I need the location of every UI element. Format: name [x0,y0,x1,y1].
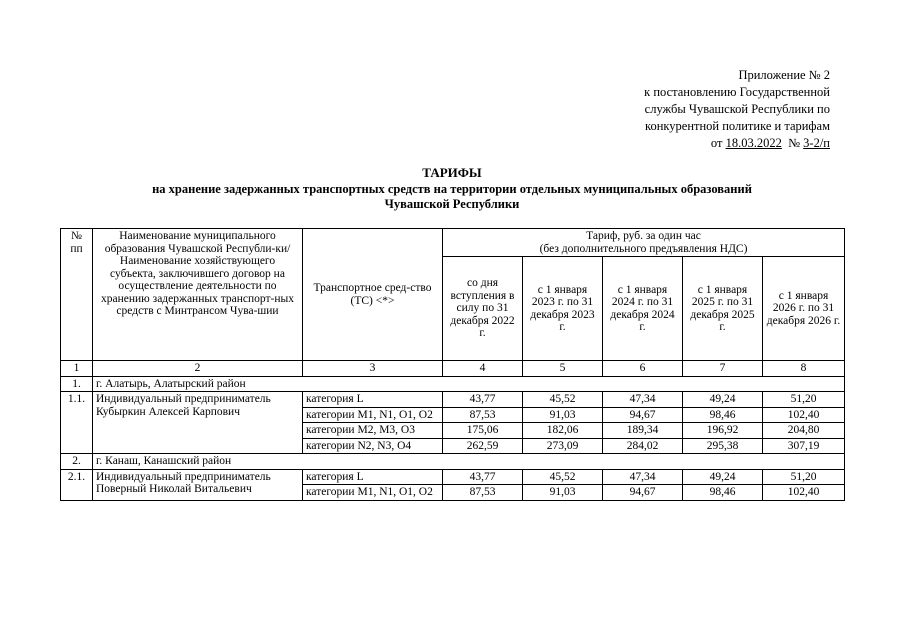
document-title [60,165,844,212]
header-name-part-2: Наименование хозяйствующего субъекта, заключившего договор на осуществление деятельности по хранению задержанных транспорт-ных средств с Минтрансом Чува-шии [101,255,294,317]
appendix-line-1: Приложение № 2 [738,68,830,82]
header-name [93,229,303,361]
tariff-value: 204,80 [763,423,845,439]
tariff-value: 43,77 [443,469,523,485]
appendix-block [610,67,830,152]
section-name: г. Канаш, Канашский район [93,454,845,470]
header-period-2026: с 1 января 2026 г. по 31 декабря 2026 г. [763,257,845,361]
section-num: 2. [61,454,93,470]
column-number: 6 [603,361,683,377]
tariff-value: 51,20 [763,392,845,408]
column-number: 1 [61,361,93,377]
tariff-value: 91,03 [523,485,603,501]
tariff-value: 262,59 [443,438,523,454]
appendix-date-line [610,135,830,152]
column-number: 5 [523,361,603,377]
title-sub-1: на хранение задержанных транспортных средств на территории отдельных муниципальных образований [152,182,752,196]
tariff-value: 102,40 [763,485,845,501]
column-number: 4 [443,361,523,377]
tariff-value: 43,77 [443,392,523,408]
tariff-value: 189,34 [603,423,683,439]
column-number: 2 [93,361,303,377]
header-tariff-line-1: Тариф, руб. за один час [586,230,701,242]
tariff-value: 94,67 [603,485,683,501]
decree-number: 3-2/п [803,136,830,150]
header-name-part-1: Наименование муниципального образования Чувашской Республи-ки/ [104,230,291,255]
table-row [61,392,845,408]
entity-name: Индивидуальный предприниматель Кубыркин Алексей Карпович [93,392,303,454]
table-row [61,469,845,485]
tariff-value: 94,67 [603,407,683,423]
column-number: 7 [683,361,763,377]
header-period-2023: с 1 января 2023 г. по 31 декабря 2023 г. [523,257,603,361]
header-period-2024: с 1 января 2024 г. по 31 декабря 2024 г. [603,257,683,361]
tariff-value: 182,06 [523,423,603,439]
tariff-value: 51,20 [763,469,845,485]
header-vehicle-code: (ТС) <*> [350,294,395,307]
tariff-value: 47,34 [603,392,683,408]
header-tariff [443,229,845,257]
entity-num: 1.1. [61,392,93,454]
vehicle-category: категории M2, M3, O3 [303,423,443,439]
tariff-value: 87,53 [443,485,523,501]
column-number: 3 [303,361,443,377]
section-name: г. Алатырь, Алатырский район [93,376,845,392]
column-number: 8 [763,361,845,377]
tariff-value: 284,02 [603,438,683,454]
tariff-value: 87,53 [443,407,523,423]
vehicle-category: категория L [303,392,443,408]
section-row [61,454,845,470]
date-prefix: от [710,136,723,150]
tariff-value: 98,46 [683,485,763,501]
decree-date: 18.03.2022 [725,136,782,150]
title-sub-2: Чувашской Республики [384,197,520,211]
header-row-1 [61,229,845,257]
header-vehicle-label: Транспортное сред-ство [313,282,432,294]
section-row [61,376,845,392]
tariff-value: 98,46 [683,407,763,423]
appendix-line-2: к постановлению Государственной [644,85,830,99]
tariff-value: 307,19 [763,438,845,454]
vehicle-category: категории N2, N3, O4 [303,438,443,454]
header-tariff-line-2: (без дополнительного предъявления НДС) [539,242,748,255]
tariff-value: 295,38 [683,438,763,454]
tariff-value: 196,92 [683,423,763,439]
header-period-2022: со дня вступления в силу по 31 декабря 2022 г. [443,257,523,361]
tariff-value: 102,40 [763,407,845,423]
tariffs-table [60,228,845,501]
tariff-value: 45,52 [523,469,603,485]
vehicle-category: категория L [303,469,443,485]
section-num: 1. [61,376,93,392]
title-main: ТАРИФЫ [422,165,482,180]
tariff-value: 49,24 [683,392,763,408]
vehicle-category: категории M1, N1, O1, O2 [303,407,443,423]
tariff-value: 47,34 [603,469,683,485]
entity-num: 2.1. [61,469,93,500]
tariff-value: 175,06 [443,423,523,439]
entity-name: Индивидуальный предприниматель Поверный Николай Витальевич [93,469,303,500]
tariff-value: 91,03 [523,407,603,423]
column-numbers-row [61,361,845,377]
appendix-line-3: службы Чувашской Республики по [644,102,830,116]
vehicle-category: категории M1, N1, O1, O2 [303,485,443,501]
tariff-value: 45,52 [523,392,603,408]
number-prefix: № [788,136,801,150]
header-num: № пп [61,229,93,361]
header-period-2025: с 1 января 2025 г. по 31 декабря 2025 г. [683,257,763,361]
tariff-value: 273,09 [523,438,603,454]
tariff-value: 49,24 [683,469,763,485]
appendix-line-4: конкурентной политике и тарифам [645,119,830,133]
header-vehicle [303,229,443,361]
